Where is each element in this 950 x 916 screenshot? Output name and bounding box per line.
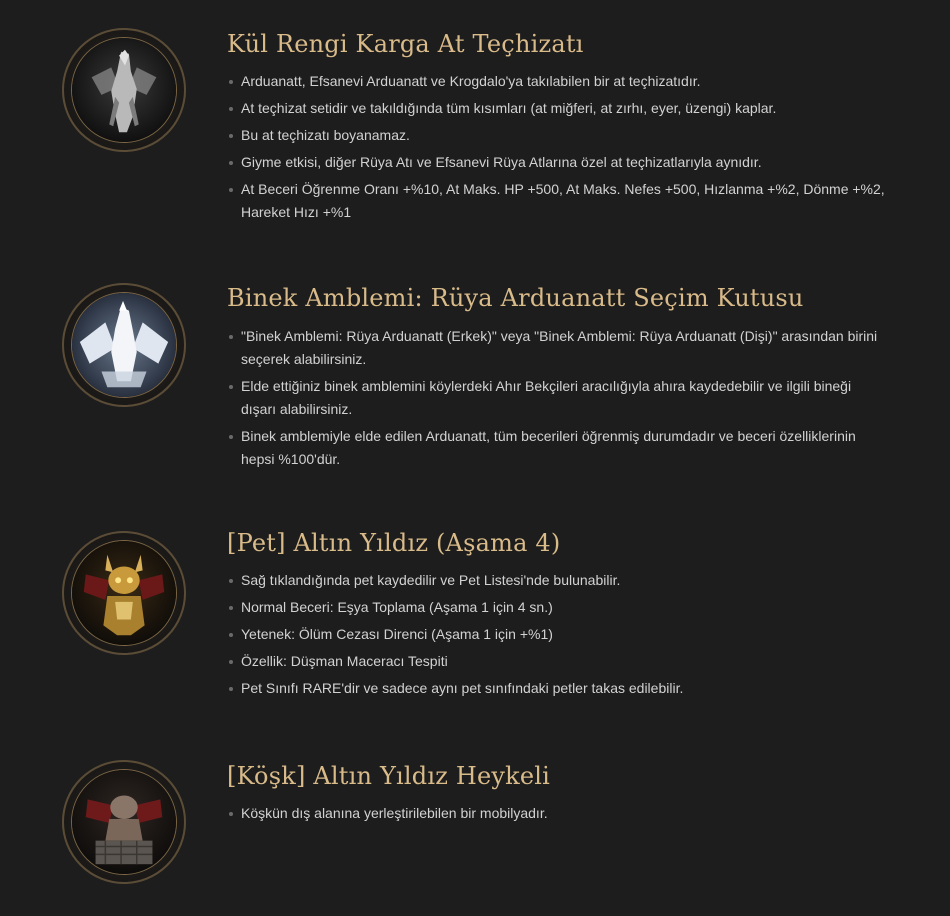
list-item: Normal Beceri: Eşya Toplama (Aşama 1 için 4 sn.) <box>229 596 889 619</box>
list-item: At teçhizat setidir ve takıldığında tüm kısımları (at miğferi, at zırhı, eyer, üzengi) kaplar. <box>229 97 889 120</box>
list-item: Elde ettiğiniz binek amblemini köylerdeki Ahır Bekçileri aracılığıyla ahıra kaydedebilir ve ilgili bineği dışarı alabilirsiniz. <box>229 375 889 421</box>
item-bullet-list <box>229 569 889 704</box>
list-item: Bu at teçhizatı boyanamaz. <box>229 124 889 147</box>
ash-crow-horse-gear-icon <box>62 28 186 152</box>
item-title: Binek Amblemi: Rüya Arduanatt Seçim Kutusu <box>227 284 804 312</box>
item-bullet-list <box>229 325 889 475</box>
item-title: [Pet] Altın Yıldız (Aşama 4) <box>227 529 561 557</box>
list-item: Sağ tıklandığında pet kaydedilir ve Pet Listesi'nde bulunabilir. <box>229 569 889 592</box>
item-title: [Köşk] Altın Yıldız Heykeli <box>227 762 551 790</box>
list-item: "Binek Amblemi: Rüya Arduanatt (Erkek)" veya "Binek Amblemi: Rüya Arduanatt (Dişi)" arasından birini seçerek alabilirsiniz. <box>229 325 889 371</box>
list-item: Özellik: Düşman Maceracı Tespiti <box>229 650 889 673</box>
golden-star-pet-icon <box>62 531 186 655</box>
dream-arduanatt-emblem-icon <box>62 283 186 407</box>
item-title: Kül Rengi Karga At Teçhizatı <box>227 30 584 58</box>
golden-star-statue-icon <box>62 760 186 884</box>
list-item: Yetenek: Ölüm Cezası Direnci (Aşama 1 için +%1) <box>229 623 889 646</box>
list-item: Arduanatt, Efsanevi Arduanatt ve Krogdalo'ya takılabilen bir at teçhizatıdır. <box>229 70 889 93</box>
list-item: Pet Sınıfı RARE'dir ve sadece aynı pet sınıfındaki petler takas edilebilir. <box>229 677 889 700</box>
item-bullet-list <box>229 70 889 228</box>
list-item: Köşkün dış alanına yerleştirilebilen bir mobilyadır. <box>229 802 889 825</box>
list-item: Binek amblemiyle elde edilen Arduanatt, tüm becerileri öğrenmiş durumdadır ve beceri özelliklerinin hepsi %100'dür. <box>229 425 889 471</box>
list-item: Giyme etkisi, diğer Rüya Atı ve Efsanevi Rüya Atlarına özel at teçhizatlarıyla aynıdır. <box>229 151 889 174</box>
item-bullet-list <box>229 802 889 829</box>
list-item: At Beceri Öğrenme Oranı +%10, At Maks. HP +500, At Maks. Nefes +500, Hızlanma +%2, Dönme +%2, Hareket Hızı +%1 <box>229 178 889 224</box>
